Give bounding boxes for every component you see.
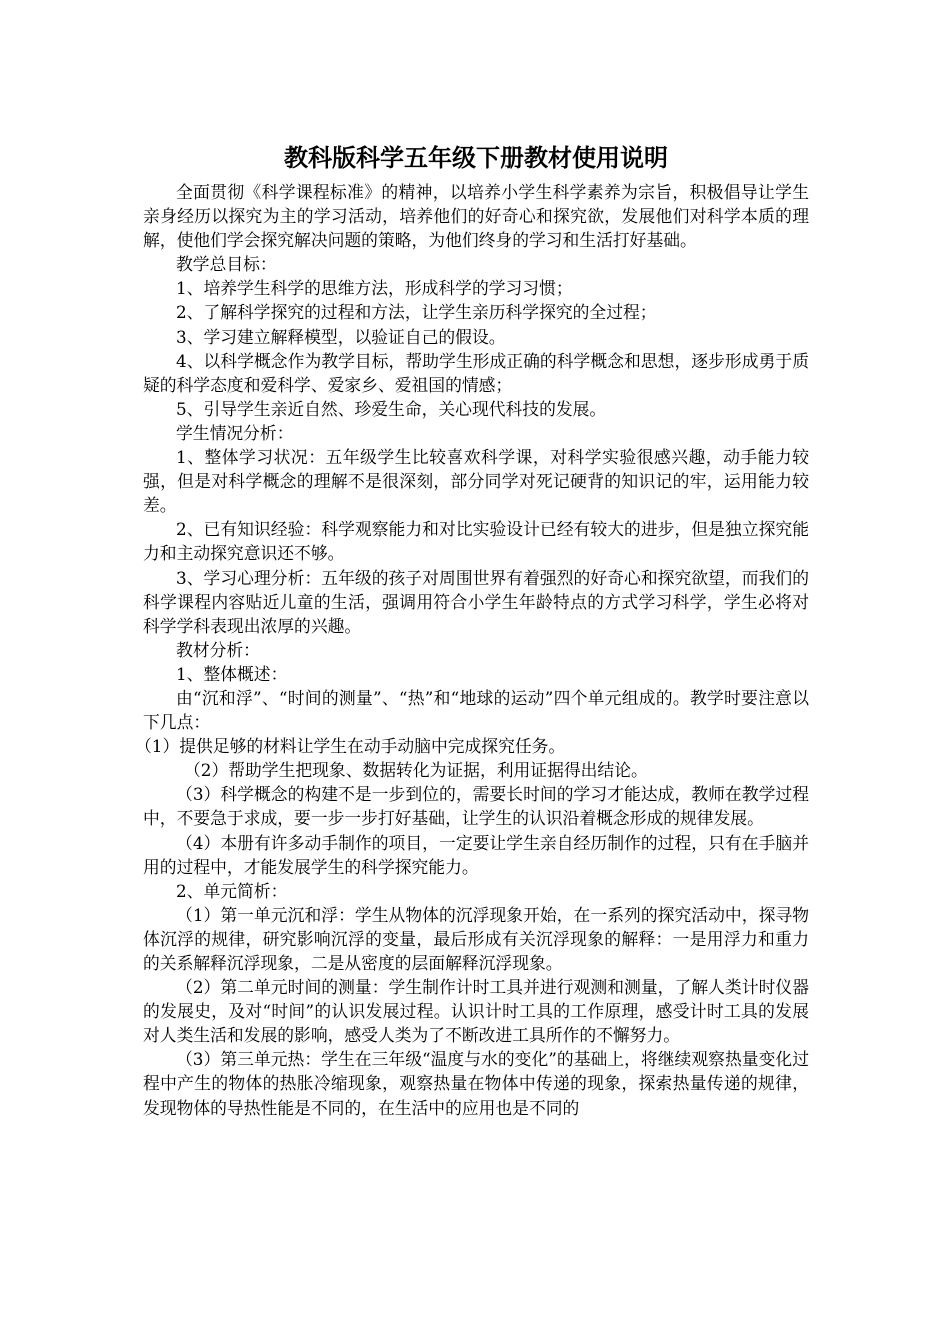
student-analysis-3: 3、学习心理分析：五年级的孩子对周围世界有着强烈的好奇心和探究欲望，而我们的科学课程内容贴近儿童的生活，强调用符合小学生年龄特点的方式学习科学，学生必将对科学学科表现出浓厚的兴趣。 (143, 567, 809, 636)
intro-paragraph: 全面贯彻《科学课程标准》的精神，以培养小学生科学素养为宗旨，积极倡导让学生亲身经历以探究为主的学习活动，培养他们的好奇心和探究欲，发展他们对科学本质的理解，使他们学会探究解决问题的策略，为他们终身的学习和生活打好基础。 (143, 182, 809, 251)
teaching-point-3: （3）科学概念的构建不是一步到位的，需要长时间的学习才能达成，教师在教学过程中，不要急于求成，要一步一步打好基础，让学生的认识沿着概念形成的规律发展。 (143, 784, 809, 829)
teaching-point-1: （1）提供足够的材料让学生在动手动脑中完成探究任务。 (135, 736, 566, 757)
teaching-point-2: （2）帮助学生把现象、数据转化为证据，利用证据得出结论。 (184, 760, 648, 781)
materials-overview-text: 由“沉和浮”、“时间的测量”、“热”和“地球的运动”四个单元组成的。教学时要注意以下几点： (143, 687, 809, 733)
goal-item-4: 4、以科学概念作为教学目标，帮助学生形成正确的科学概念和思想，逐步形成勇于质疑的科学态度和爱科学、爱家乡、爱祖国的情感； (143, 350, 809, 395)
student-analysis-1: 1、整体学习状况：五年级学生比较喜欢科学课，对科学实验很感兴趣，动手能力较强，但是对科学概念的理解不是很深刻，部分同学对死记硬背的知识记的牢，运用能力较差。 (143, 447, 809, 516)
section-heading-materials: 教材分析： (176, 639, 260, 660)
document-body (135, 128, 809, 1120)
teaching-point-4: （4）本册有许多动手制作的项目，一定要让学生亲自经历制作的过程，只有在手脑并用的过程中，才能发展学生的科学探究能力。 (143, 832, 809, 877)
goal-item-1: 1、培养学生科学的思维方法，形成科学的学习习惯； (176, 278, 573, 299)
unit-summary-2: （2）第二单元时间的测量：学生制作计时工具并进行观测和测量，了解人类计时仪器的发展史，及对“时间”的认识发展过程。认识计时工具的工作原理，感受计时工具的发展对人类生活和发展的影响，感受人类为了不断改进工具所作的不懈努力。 (143, 977, 809, 1046)
goal-item-5: 5、引导学生亲近自然、珍爱生命，关心现代科技的发展。 (176, 398, 607, 419)
materials-overview-heading: 1、整体概述： (176, 663, 288, 684)
unit-summary-3: （3）第三单元热：学生在三年级“温度与水的变化”的基础上，将继续观察热量变化过程中产生的物体的热胀冷缩现象，观察热量在物体中传递的现象，探索热量传递的规律，发现物体的导热性能是不同的，在生活中的应用也是不同的 (143, 1049, 809, 1118)
goal-item-3: 3、学习建立解释模型，以验证自己的假设。 (176, 326, 506, 347)
student-analysis-2: 2、已有知识经验：科学观察能力和对比实验设计已经有较大的进步，但是独立探究能力和主动探究意识还不够。 (143, 519, 809, 564)
section-heading-students: 学生情况分析： (176, 422, 294, 443)
unit-summary-1: （1）第一单元沉和浮：学生从物体的沉浮现象开始，在一系列的探究活动中，探寻物体沉浮的规律，研究影响沉浮的变量，最后形成有关沉浮现象的解释：一是用浮力和重力的关系解释沉浮现象，二是从密度的层面解释沉浮现象。 (143, 904, 809, 973)
unit-summary-heading: 2、单元简析： (176, 880, 288, 901)
document-title: 教科版科学五年级下册教材使用说明 (284, 144, 668, 172)
goal-item-2: 2、了解科学探究的过程和方法，让学生亲历科学探究的全过程； (176, 302, 657, 323)
section-heading-goals: 教学总目标： (176, 254, 277, 275)
